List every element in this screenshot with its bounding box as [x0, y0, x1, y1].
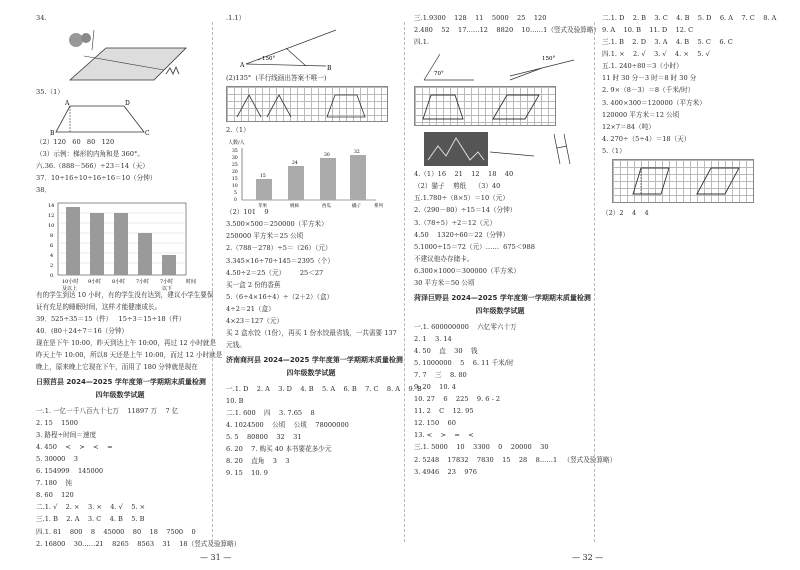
- answer-line: 不建议他办存储卡。: [414, 254, 474, 263]
- answer-line: 二.1. D 2. B 3. C 4. B 5. D 6. A 7. C 8. A: [602, 14, 777, 22]
- photo-figure: [414, 130, 586, 170]
- answer-line: 8. 60 120: [36, 491, 74, 500]
- answer-line: 12. 150 60: [414, 419, 456, 428]
- svg-text:70°: 70°: [434, 71, 444, 78]
- chart2-ytick: 35: [232, 149, 238, 155]
- answer-line: （2）猫子 剪纸 （3）40: [414, 182, 501, 191]
- answer-line: 二.1. √ 2. × 3. × 4. √ 5. ×: [36, 503, 146, 512]
- text-line: 现在是下午 10:00，昨天到达上午 10:00，再过 12 小时就是: [36, 338, 217, 347]
- chart1-xlabel: 7小时: [136, 278, 150, 285]
- answer-line: 5.1000÷15＝72（元）…… 675＜988: [414, 242, 535, 251]
- answer-line: 3. 400×300＝120000（平方米）: [602, 98, 706, 107]
- bar: [138, 233, 152, 275]
- bar: [90, 213, 104, 275]
- svg-text:A: A: [240, 62, 245, 70]
- answer-line: 一.1. 一亿一千八百九十七万 11897 万 7 亿: [36, 406, 179, 415]
- answer-line: 一.1. 600000000 六亿零六十万: [414, 322, 517, 331]
- angle-drawings: [414, 50, 586, 86]
- answer-line: 8. 20 直角 3 3: [226, 457, 290, 466]
- answer-line: 4.50 1320÷60＝22（分钟）: [414, 230, 510, 239]
- answer-line: 3.345×16÷70÷145＝2395（个）: [226, 256, 334, 265]
- chart2-xlabel: 桃柿: [290, 204, 299, 209]
- answer-line: 10. B: [226, 396, 244, 405]
- answer-line: 6.300×1000＝300000（平方米）: [414, 266, 520, 275]
- answer-line: 买 2 盒水饺（1份），再买 1 份水饺最省钱，一共需要 137: [226, 329, 397, 338]
- text-line: 证有充足的睡眠时间，这样才能健康成长。: [36, 302, 162, 311]
- exam-header: 菏泽巨野县 2024—2025 学年度第一学期期末质量检测: [414, 293, 591, 302]
- chart2-ytick: 5: [234, 191, 237, 197]
- svg-text:B: B: [327, 65, 332, 73]
- answer-line: 5. 1000000 5 6. 11 千米/时: [414, 358, 514, 367]
- answer-line: 250000 平方米＝25 公顷: [226, 232, 304, 241]
- answer-line: 10. 27 6 225 9. 6 - 2: [414, 395, 501, 404]
- answer-line: 3. 路程÷时间＝速度: [36, 430, 97, 439]
- svg-text:150°: 150°: [542, 56, 556, 63]
- answer-line: 11. 2 C 12. 95: [414, 407, 474, 416]
- q1-label: .1.1）: [226, 14, 246, 22]
- answer-line: （2）2 4 4: [602, 208, 649, 217]
- column-divider: [212, 22, 213, 542]
- q39: 39．525÷35＝15（件） 15÷3＝15÷18（件）: [36, 314, 186, 323]
- chart2-ytick: 30: [232, 156, 238, 162]
- answer-line: 五.1.780÷（8×5）＝10（元）: [414, 194, 509, 203]
- chart1-ytick: 0: [50, 272, 54, 279]
- answer-line: 5.（6÷4×16÷4）÷（2＋2）（盒）: [226, 292, 334, 301]
- chart1-xlabel: 7小时: [160, 278, 174, 285]
- bar: [320, 158, 336, 200]
- grid-figure: [226, 86, 388, 122]
- exam-subtitle: 四年级数学试题: [475, 307, 525, 316]
- fruit-bar-chart: [226, 138, 396, 208]
- answer-line: 三.1.9300 128 11 5000 25 120: [414, 14, 547, 22]
- chart2-xlabel: 系列: [374, 204, 383, 209]
- answer-line: 2.（290－80）÷15＝14（分钟）: [414, 206, 517, 215]
- answer-line: 元钱。: [226, 341, 246, 350]
- q34-label: 34.: [36, 14, 47, 22]
- text-line: 昨天上午 10:00，所以8 天还是上午 10:00，而过 12 小时就是: [36, 350, 223, 359]
- chart2-xlabel: 橘子: [352, 204, 361, 209]
- svg-text:B: B: [50, 130, 55, 138]
- q35-trapezoid: [36, 100, 204, 138]
- answer-line: 6. 154999 145000: [36, 467, 104, 476]
- q38-label: 38．: [36, 186, 51, 195]
- answer-line: 一.1. D 2. A 3. D 4. B 5. A 6. B 7. C 8. A 9. B: [226, 384, 422, 393]
- answer-line: 3. 4946 23 976: [414, 467, 477, 476]
- answer-line: 五.1. 240÷80＝3（小时）: [602, 62, 683, 71]
- page-number-right: — 32 —: [572, 553, 604, 562]
- answer-line: 4. 270÷（5÷4）＝18（天）: [602, 134, 691, 143]
- q40: 40．(80＋24÷7＝16（分钟）: [36, 326, 129, 335]
- chart1-ytick: 6: [50, 242, 54, 249]
- q34-figure: [36, 26, 204, 88]
- chart1-xsub: 以下: [162, 285, 173, 291]
- answer-line: 7. 7 三 8. 80: [414, 371, 467, 380]
- sleep-bar-chart: [36, 199, 204, 291]
- q35-label: 35.（1）: [36, 88, 64, 97]
- answer-line: 4. 50 直 30 钱: [414, 346, 478, 355]
- chart2-ytick: 15: [232, 177, 238, 183]
- answer-line: 四.1. 81 800 8 45000 80 18 7500 0: [36, 527, 196, 536]
- answer-line: 5. 30000 3: [36, 455, 78, 464]
- answer-line: 30 平方米＝50 公顷: [414, 278, 475, 287]
- q35-3: （3）示例：梯形的内角和是 360°。: [36, 150, 144, 159]
- parallelogram-grid: [612, 159, 754, 203]
- text-line: 晚上，原来晚上它现在下午，而用了 180 分钟就是现在: [36, 363, 198, 372]
- answer-line: （2）101 9: [226, 208, 269, 217]
- answer-line: 买一盒 2 份的香蕉: [226, 280, 281, 289]
- column-4: [602, 14, 780, 221]
- chart2-ytick: 20: [232, 170, 238, 176]
- chart1-xlabel: 9小时: [88, 278, 102, 285]
- answer-line: 13. < > = <: [414, 431, 474, 440]
- exam-header: 日照莒县 2024—2025 学年度第一学期期末质量检测: [36, 377, 206, 386]
- text-line: 有的学生到达 10 小时，有的学生没有达到，建议小学生要保: [36, 290, 214, 299]
- chart1-ytick: 12: [48, 212, 55, 219]
- chart1-xlabel: 10小时: [62, 278, 79, 285]
- answer-line: 7. 180 钝: [36, 479, 72, 488]
- q2-label: 2.（1）: [226, 126, 250, 135]
- chart2-value: 24: [292, 161, 298, 167]
- answer-line: 二.1. 600 四 3. 7.65 8: [226, 409, 315, 418]
- svg-text:150°: 150°: [262, 56, 276, 63]
- chart2-value: 32: [354, 150, 360, 156]
- answer-line: 四.1. × 2. √ 3. √ 4. × 5. √: [602, 50, 710, 59]
- answer-line: 5.（1）: [602, 146, 626, 155]
- answer-line: 5. 5 80800 32 31: [226, 433, 302, 442]
- chart1-ytick: 14: [48, 202, 55, 209]
- answer-line: 2. 5248 17832 7830 15 28 8……1 （竖式及验算略）: [414, 455, 617, 464]
- answer-line: 2.（788－278）÷5＝（26）（元）: [226, 244, 332, 253]
- chart2-xlabel: 苹果: [258, 204, 267, 209]
- chart2-value: 15: [260, 174, 266, 180]
- answer-line: 9. A 10. B 11. D 12. C: [602, 26, 694, 35]
- chart2-ytick: 25: [232, 163, 238, 169]
- q4-label: 四.1.: [414, 38, 429, 47]
- exam-header: 济南商河县 2024—2025 学年度第一学期期末质量检测: [226, 355, 403, 364]
- chart1-ytick: 10: [48, 222, 55, 229]
- answer-line: 4.50÷2＝25（元） 25＜27: [226, 268, 324, 277]
- page-number-left: — 31 —: [200, 553, 232, 562]
- q1-2: (2)135° (平行线画出答案不唯一): [226, 74, 327, 83]
- answer-line: 4. 1024500 公顷 公顷 78000000: [226, 421, 349, 430]
- exam-subtitle: 四年级数学试题: [286, 369, 336, 378]
- chart2-xlabel: 西瓜: [322, 204, 331, 209]
- chart2-ytick: 0: [234, 198, 237, 204]
- shape-grid: [414, 86, 556, 126]
- answer-line: 2. 15 1500: [36, 418, 78, 427]
- answer-line: 三.1. B 2. D 3. A 4. B 5. C 6. C: [602, 38, 733, 47]
- svg-text:C: C: [145, 130, 150, 138]
- answer-line: 2. 1 3. 14: [414, 334, 452, 343]
- column-3: [414, 14, 617, 480]
- exam-subtitle: 四年级数学试题: [95, 391, 145, 400]
- answer-line: 3.（78÷5）÷2＝12（元）: [414, 218, 497, 227]
- chart1-ytick: 8: [50, 232, 54, 239]
- answer-line: 2.480 52 17……12 8820 10……1（竖式及验算略）: [414, 26, 601, 35]
- chart1-xlabel: 8小时: [112, 278, 126, 285]
- bar: [114, 213, 128, 275]
- answer-line: 4. 450 < > < =: [36, 443, 113, 452]
- answer-line: 4.（1）16 21 12 18 40: [414, 170, 514, 179]
- answer-line: 2. 9×（8－3）＝8（千米/时）: [602, 86, 695, 95]
- answer-line: 120000 平方米＝12 公顷: [602, 110, 680, 119]
- chart2-ytick: 10: [232, 184, 238, 190]
- q35-2: （2）120 60 80 120: [36, 138, 115, 147]
- answer-line: 2. 16800 30……21 8265 8563 31 18（竖式及验算略）: [36, 539, 241, 548]
- bar: [162, 255, 176, 275]
- bar: [288, 166, 304, 200]
- q37: 37．10÷16÷10÷16÷16＝10（分钟）: [36, 174, 157, 183]
- answer-line: 4÷2＝21（盒）: [226, 304, 275, 313]
- q36: 六.36.（888－566）÷23＝14（天）: [36, 162, 149, 171]
- answer-line: 12×7＝84（吨）: [602, 122, 655, 131]
- answer-line: 三.1. 5000 10 3300 0 20000 30: [414, 443, 549, 452]
- svg-text:D: D: [125, 100, 130, 108]
- chart2-ylabel: 人数/人: [228, 140, 245, 147]
- angle-figure: [226, 26, 396, 74]
- column-divider: [404, 22, 405, 542]
- bar: [350, 155, 366, 200]
- column-divider: [594, 22, 595, 542]
- answer-line: 3.500×500＝250000（平方米）: [226, 220, 328, 229]
- answer-line: 6. 20 7. 购买 40 本书要花多少元: [226, 445, 332, 454]
- chart1-ytick: 2: [50, 262, 54, 269]
- svg-text:A: A: [65, 100, 70, 108]
- chart1-xsub: 及以上: [62, 285, 78, 291]
- answer-line: 11 时 30 分－3 时＝8 时 30 分: [602, 74, 697, 83]
- chart2-value: 30: [324, 153, 330, 159]
- answer-line: 9. 20 10. 4: [414, 383, 456, 392]
- answer-line: 三.1. B 2. A 3. C 4. B 5. B: [36, 515, 145, 524]
- chart1-ytick: 4: [50, 252, 54, 259]
- answer-line: 4×23＝127（元）: [226, 316, 284, 325]
- answer-line: 9. 15 10. 9: [226, 469, 268, 478]
- chart1-xlabel: 时间: [186, 278, 197, 285]
- bar: [256, 179, 272, 200]
- bar: [66, 207, 80, 275]
